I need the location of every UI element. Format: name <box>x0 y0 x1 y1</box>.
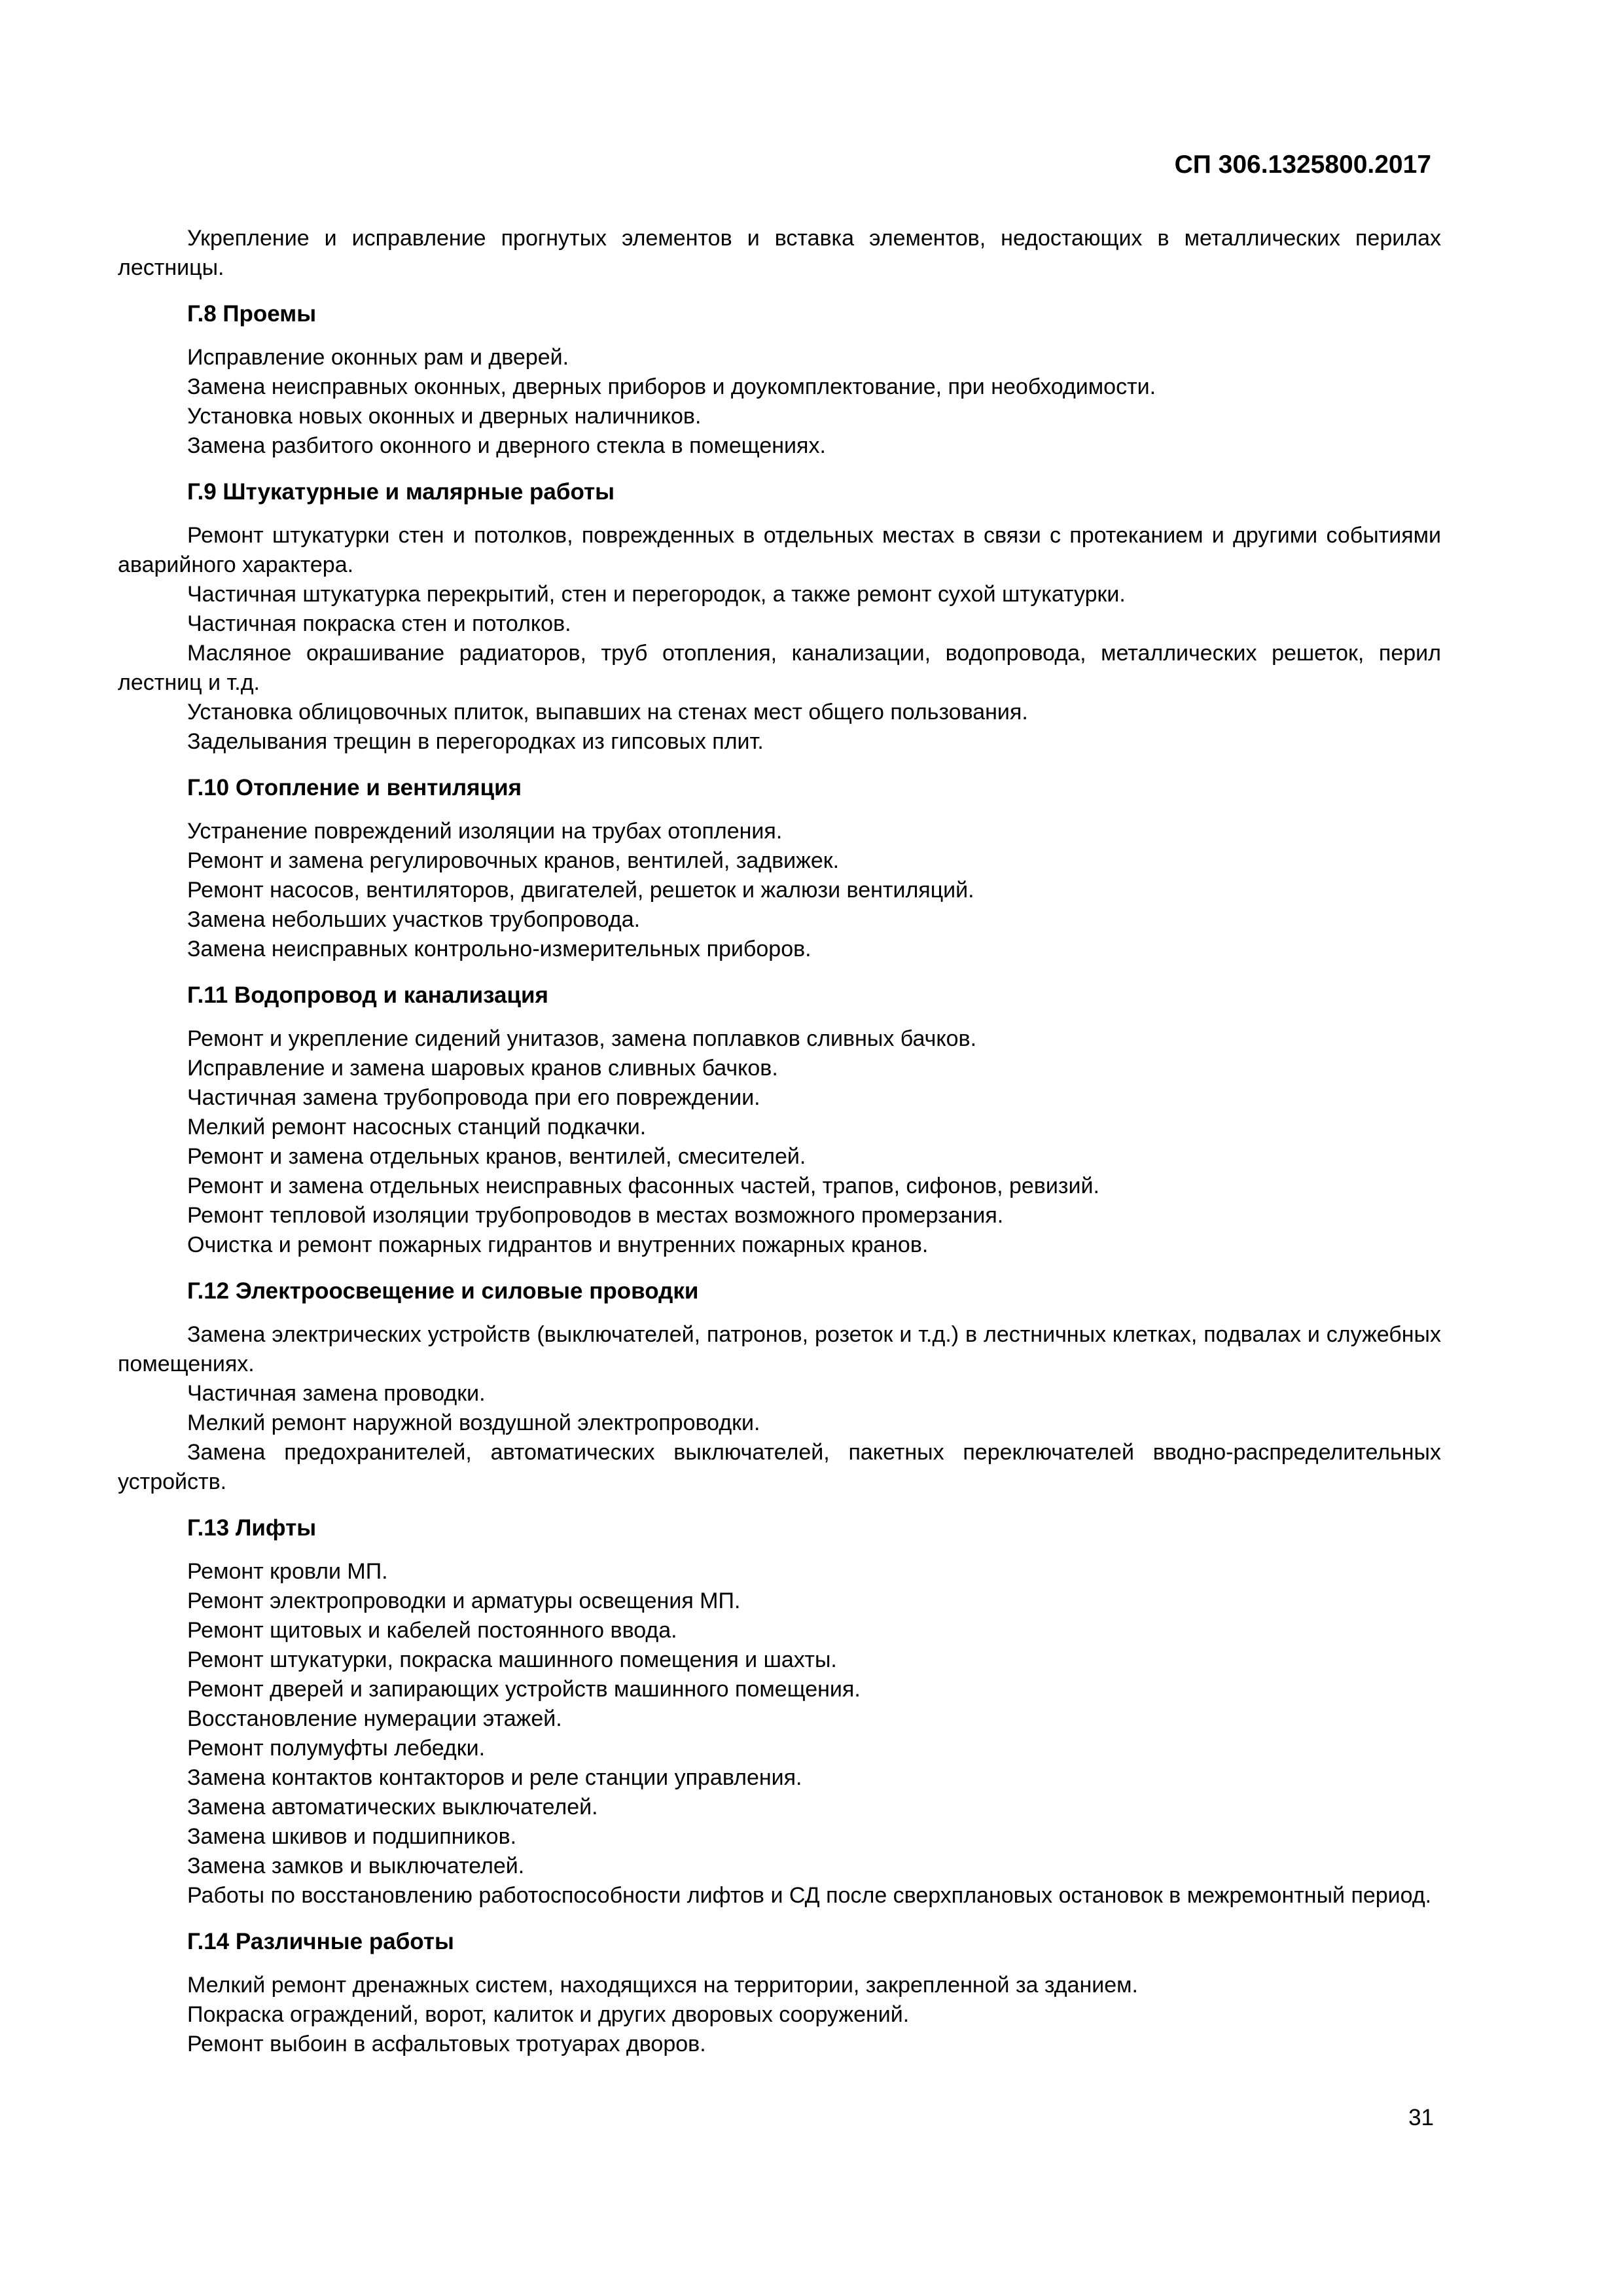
intro-paragraph: Укрепление и исправление прогнутых элементов и вставка элементов, недостающих в металлических перилах лестницы. <box>118 226 1441 280</box>
section-g8 <box>118 299 1441 461</box>
list-item: Замена неисправных оконных, дверных приборов и доукомплектование, при необходимости. <box>187 374 1156 399</box>
page-number: 31 <box>1408 2105 1434 2130</box>
section-title: Г.10 Отопление и вентиляция <box>187 775 522 800</box>
list-item: Ремонт электропроводки и арматуры освещения МП. <box>187 1588 741 1613</box>
list-item: Ремонт и замена отдельных кранов, вентилей, смесителей. <box>187 1144 806 1169</box>
list-item: Замена автоматических выключателей. <box>187 1795 598 1820</box>
list-item: Ремонт тепловой изоляции трубопроводов в местах возможного промерзания. <box>187 1203 1004 1228</box>
section-title: Г.14 Различные работы <box>187 1929 454 1954</box>
list-item: Заделывания трещин в перегородках из гипсовых плит. <box>187 729 764 754</box>
list-item: Мелкий ремонт дренажных систем, находящихся на территории, закрепленной за зданием. <box>187 1973 1139 1998</box>
section-g13 <box>118 1513 1441 1910</box>
section-title: Г.9 Штукатурные и малярные работы <box>187 479 615 505</box>
list-item: Исправление и замена шаровых кранов сливных бачков. <box>187 1056 778 1081</box>
document-body <box>118 224 1441 2059</box>
section-g9 <box>118 477 1441 757</box>
section-title: Г.12 Электроосвещение и силовые проводки <box>187 1278 699 1304</box>
list-item: Ремонт полумуфты лебедки. <box>187 1736 486 1761</box>
list-item: Покраска ограждений, ворот, калиток и других дворовых сооружений. <box>187 2002 910 2027</box>
list-item: Ремонт и укрепление сидений унитазов, замена поплавков сливных бачков. <box>187 1026 977 1051</box>
list-item: Масляное окрашивание радиаторов, труб отопления, канализации, водопровода, металлических решеток, перил лестниц и т.д. <box>118 641 1441 695</box>
section-title: Г.11 Водопровод и канализация <box>187 982 548 1008</box>
list-item: Установка облицовочных плиток, выпавших на стенах мест общего пользования. <box>187 700 1028 725</box>
section-title: Г.13 Лифты <box>187 1515 317 1541</box>
list-item: Очистка и ремонт пожарных гидрантов и внутренних пожарных кранов. <box>187 1232 929 1257</box>
list-item: Замена замков и выключателей. <box>187 1854 525 1878</box>
list-item: Замена шкивов и подшипников. <box>187 1824 517 1849</box>
list-item: Замена электрических устройств (выключателей, патронов, розеток и т.д.) в лестничных клетках, подвалах и служебных помещениях. <box>118 1322 1441 1376</box>
list-item: Частичная замена трубопровода при его повреждении. <box>187 1085 760 1110</box>
section-g10 <box>118 773 1441 964</box>
list-item: Ремонт щитовых и кабелей постоянного ввода. <box>187 1618 677 1643</box>
list-item: Ремонт штукатурки, покраска машинного помещения и шахты. <box>187 1647 837 1672</box>
list-item: Ремонт и замена регулировочных кранов, вентилей, задвижек. <box>187 848 840 873</box>
list-item: Мелкий ремонт насосных станций подкачки. <box>187 1115 647 1139</box>
list-item: Работы по восстановлению работоспособности лифтов и СД после сверхплановых остановок в межремонтный период. <box>187 1883 1432 1908</box>
list-item: Исправление оконных рам и дверей. <box>187 345 569 370</box>
document-code: СП 306.1325800.2017 <box>1174 151 1431 179</box>
list-item: Частичная штукатурка перекрытий, стен и перегородок, а также ремонт сухой штукатурки. <box>187 582 1126 607</box>
list-item: Установка новых оконных и дверных наличников. <box>187 404 702 429</box>
list-item: Замена небольших участков трубопровода. <box>187 907 641 932</box>
list-item: Ремонт и замена отдельных неисправных фасонных частей, трапов, сифонов, ревизий. <box>187 1174 1099 1198</box>
section-g11 <box>118 980 1441 1260</box>
list-item: Замена предохранителей, автоматических выключателей, пакетных переключателей вводно-распределительных устройств. <box>118 1440 1441 1494</box>
section-g14 <box>118 1927 1441 2059</box>
list-item: Ремонт кровли МП. <box>187 1559 388 1584</box>
list-item: Ремонт выбоин в асфальтовых тротуарах дворов. <box>187 2032 706 2056</box>
section-g12 <box>118 1276 1441 1497</box>
list-item: Частичная покраска стен и потолков. <box>187 611 571 636</box>
list-item: Восстановление нумерации этажей. <box>187 1706 562 1731</box>
list-item: Замена неисправных контрольно-измерительных приборов. <box>187 937 812 961</box>
list-item: Ремонт дверей и запирающих устройств машинного помещения. <box>187 1677 861 1702</box>
list-item: Ремонт насосов, вентиляторов, двигателей, решеток и жалюзи вентиляций. <box>187 878 974 903</box>
list-item: Ремонт штукатурки стен и потолков, поврежденных в отдельных местах в связи с протеканием и другими событиями аварийного характера. <box>118 523 1441 577</box>
list-item: Устранение повреждений изоляции на трубах отопления. <box>187 819 783 844</box>
list-item: Замена контактов контакторов и реле станции управления. <box>187 1765 802 1790</box>
list-item: Мелкий ремонт наружной воздушной электропроводки. <box>187 1410 760 1435</box>
list-item: Замена разбитого оконного и дверного стекла в помещениях. <box>187 433 826 458</box>
list-item: Частичная замена проводки. <box>187 1381 486 1406</box>
section-title: Г.8 Проемы <box>187 301 317 327</box>
